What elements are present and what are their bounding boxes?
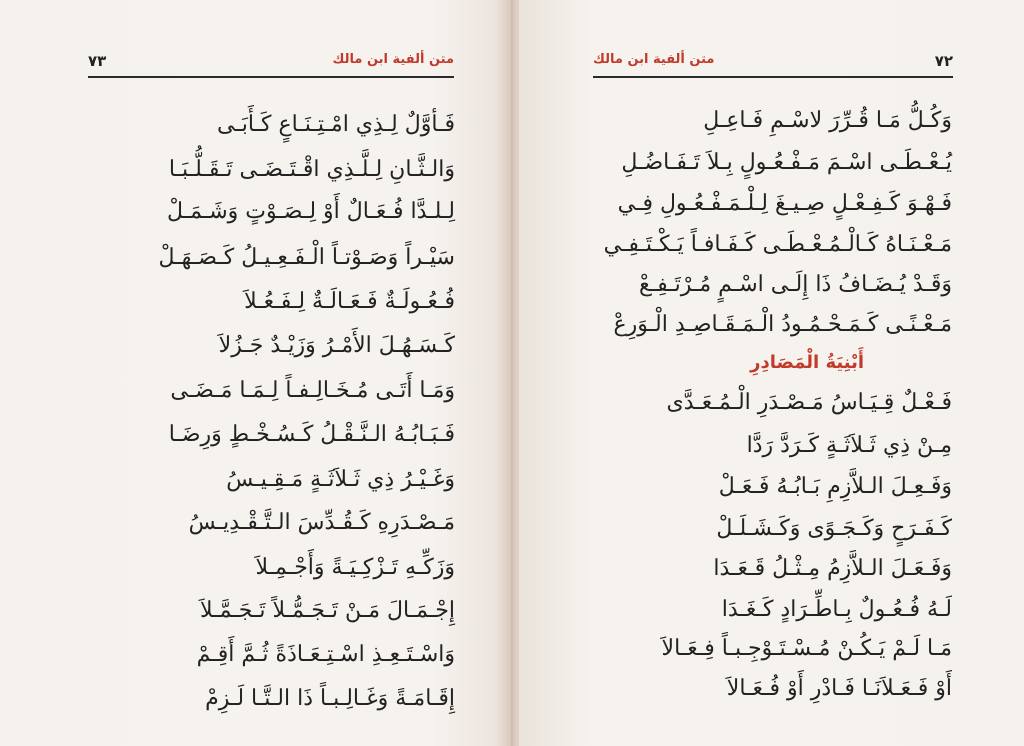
page-number: ٧٢ [934, 52, 953, 70]
verse-line: مِـنْ ذِي ثَـلاَثَـةٍ كَـرَدَّ رَدَّا [746, 433, 952, 458]
verse-line: يُـعْـطَـى اسْـمَ مَـفْـعُـولٍ بِـلاَ تَـفَـاضُـلِ [621, 150, 952, 175]
verse-line: إِقَـامَـةً وَغَـالِـبـاً ذَا الـتَّـا لَـزِمْ [205, 686, 455, 711]
verse-line: إِجْـمَـالَ مَـنْ تَـجَـمُّـلاً تَـجَـمَّـلاَ [200, 598, 455, 623]
verse-line: وَالـثَّـانِ لِـلَّـذِي اقْـتَـضَـى تَـقَـلُّـبَـا [168, 157, 455, 182]
left-page-header [88, 50, 454, 78]
verse-line: وَقَـدْ يُـضَـافُ ذَا إِلَـى اسْـمٍ مُـرْتَـفِـعْ [638, 272, 952, 297]
verse-line: وَزَكِّـهِ تَـزْكِـيَـةً وَأَجْـمِـلاَ [255, 555, 455, 580]
verse-line: فَـبَـابُـهُ الـنَّـقْـلُ كَـسُـخْـطٍ وَرِضَـا [168, 422, 455, 447]
header-rule [593, 76, 953, 78]
verse-line: فَـعْـلٌ قِـيَـاسُ مَـصْـدَرِ الْـمُـعَـدَّى [666, 390, 952, 415]
verse-line: أَوْ فَـعَـلاَنَـا فَـادْرِ أَوْ فُـعَـالاَ [726, 676, 952, 701]
running-title: متن ألفية ابن مالك [332, 52, 454, 67]
page-number: ٧٣ [88, 52, 107, 70]
verse-line: وَمَـا أَتَـى مُـخَـالِـفـاً لِـمَـا مَـضَـى [170, 378, 455, 403]
header-rule [88, 76, 454, 78]
left-page [0, 0, 505, 746]
verse-line: كَـفَـرَحٍ وَكَـجَـوًى وَكَـشَـلَـلْ [716, 516, 952, 541]
verse-line: وَاسْـتَـعِـذِ اسْـتِـعَـاذَةً ثُـمَّ أَقِـمْ [196, 642, 455, 667]
running-title: متن ألفية ابن مالك [593, 52, 715, 67]
verse-line: مَـعْـنَـاهُ كَـالْـمُـعْـطَـى كَـفَـافـاً يَـكْـتَـفِـي [603, 232, 952, 257]
verse-line: وَكُـلُّ مَـا قُـرِّرَ لاسْـمِ فَـاعِـلِ [703, 108, 952, 133]
verse-line: وَغَـيْـرُ ذِي ثَـلاَثَـةٍ مَـقِـيـسُ [226, 467, 455, 492]
verse-line: مَـا لَـمْ يَـكُـنْ مُـسْـتَـوْجِـبـاً فِـعَـالاَ [661, 636, 952, 661]
verse-line: كَـسَـهُـلَ الأَمْـرُ وَزَيْـدٌ جَـزُلاَ [218, 333, 455, 358]
verse-line: مَـصْـدَرِهِ كَـقُـدِّسَ الـتَّـقْـدِيـسُ [188, 510, 455, 535]
verse-line: وَفَـعَـلَ الـلاَّزِمُ مِـثْـلُ قَـعَـدَا [713, 556, 952, 581]
verse-line: فَـأوَّلٌ لِـذِي امْـتِـنَـاعٍ كَـأَبَـى [216, 112, 455, 137]
verse-line: فُـعُـولَـةٌ فَـعَـالَـةٌ لِـفَـعُـلاَ [244, 289, 455, 314]
verse-line: سَيْـراً وَصَـوْتـاً الْـفَـعِـيـلُ كَـصَـهَـلْ [158, 245, 455, 270]
verse-line: لِـلـدَّا فُـعَـالٌ أَوْ لِـصَـوْتٍ وَشَـمَـلْ [166, 199, 455, 224]
verse-line: لَـهُ فُـعُـولٌ بِـاطِّـرَادٍ كَـغَـدَا [721, 597, 952, 622]
verse-line: وَفَـعِـلَ الـلاَّزِمِ بَـابُـهُ فَـعَـلْ [718, 474, 952, 499]
verse-line: فَـهْـوَ كَـفِـعْـلٍ صِـيـغَ لِـلْـمَـفْـعُـولِ فِـي [617, 191, 952, 216]
right-page-header [593, 50, 953, 78]
section-heading: أَبْنِيَةُ الْمَصَادِرِ [750, 352, 864, 373]
right-page [519, 0, 1024, 746]
verse-line: مَـعْـنًـى كَـمَـحْـمُـودُ الْـمَـقَـاصِـدِ الْـوَرِعْ [613, 312, 952, 337]
